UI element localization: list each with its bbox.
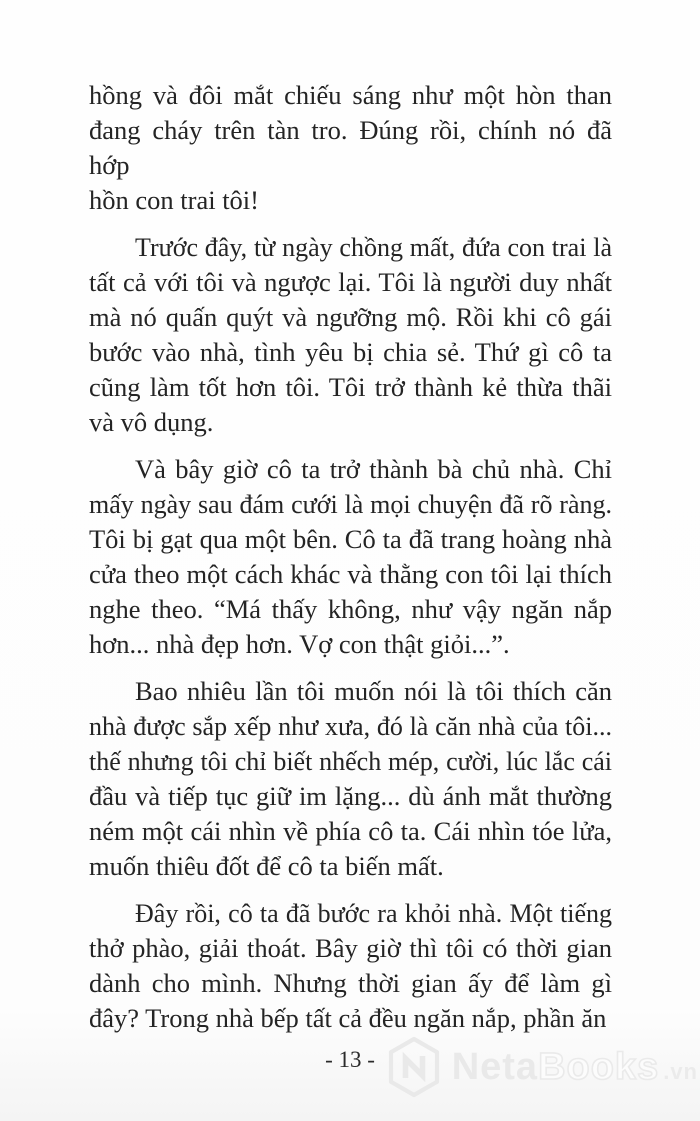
text-line: Đây rồi, cô ta đã bước ra khỏi nhà. Một tiếng <box>135 899 612 928</box>
text-line: muốn thiêu đốt để cô ta biến mất. <box>89 851 444 881</box>
text-line: Tôi bị gạt qua một bên. Cô ta đã trang hoàng nhà <box>89 524 612 554</box>
text-line: hồng và đôi mắt chiếu sáng như một hòn than <box>89 80 612 110</box>
paragraph <box>89 78 612 218</box>
page-footer <box>0 1047 700 1073</box>
text-line: cũng làm tốt hơn tôi. Tôi trở thành kẻ thừa thãi <box>89 372 612 402</box>
text-line: đang cháy trên tàn tro. Đúng rồi, chính nó đã hớp <box>89 115 612 180</box>
watermark-domain: .vn <box>663 1058 698 1084</box>
text-line: đầu và tiếp tục giữ im lặng... dù ánh mắt thường <box>89 781 612 811</box>
text-line: thở phào, giải thoát. Bây giờ thì tôi có thời gian <box>89 933 612 963</box>
page-text <box>89 78 612 1036</box>
text-line: Và bây giờ cô ta trở thành bà chủ nhà. Chỉ <box>135 454 612 484</box>
text-line: cửa theo một cách khác và thằng con tôi lại thích <box>89 559 612 589</box>
paragraph <box>89 452 612 662</box>
text-line: tất cả với tôi và ngược lại. Tôi là người duy nhất <box>89 267 612 297</box>
text-line: và vô dụng. <box>89 407 214 437</box>
text-line: nghe theo. “Má thấy không, như vậy ngăn nắp <box>89 594 612 624</box>
text-line: bước vào nhà, tình yêu bị chia sẻ. Thứ gì cô ta <box>89 337 612 367</box>
text-line: hồn con trai tôi! <box>89 185 259 215</box>
text-line: dành cho mình. Nhưng thời gian ấy để làm gì <box>89 968 612 998</box>
text-line: ném một cái nhìn về phía cô ta. Cái nhìn tóe lửa, <box>89 816 612 846</box>
text-line: mấy ngày sau đám cưới là mọi chuyện đã rõ ràng. <box>89 490 612 519</box>
paragraph <box>89 230 612 440</box>
text-line: Bao nhiêu lần tôi muốn nói là tôi thích căn <box>135 676 612 706</box>
watermark-brand-books: Books <box>538 1045 660 1088</box>
text-line: đây? Trong nhà bếp tất cả đều ngăn nắp, phần ăn <box>89 1003 607 1033</box>
paragraph <box>89 896 612 1036</box>
text-line: Trước đây, từ ngày chồng mất, đứa con trai là <box>135 233 612 262</box>
page-number: - 13 - <box>325 1047 375 1072</box>
watermark-brand-neta: Neta <box>451 1045 539 1088</box>
paragraph <box>89 674 612 884</box>
text-line: nhà được sắp xếp như xưa, đó là căn nhà của tôi... <box>89 712 612 741</box>
text-line: thế nhưng tôi chỉ biết nhếch mép, cười, lúc lắc cái <box>89 747 612 776</box>
text-line: hơn... nhà đẹp hơn. Vợ con thật giỏi...”. <box>89 629 510 659</box>
text-line: mà nó quấn quýt và ngưỡng mộ. Rồi khi cô gái <box>89 302 612 332</box>
